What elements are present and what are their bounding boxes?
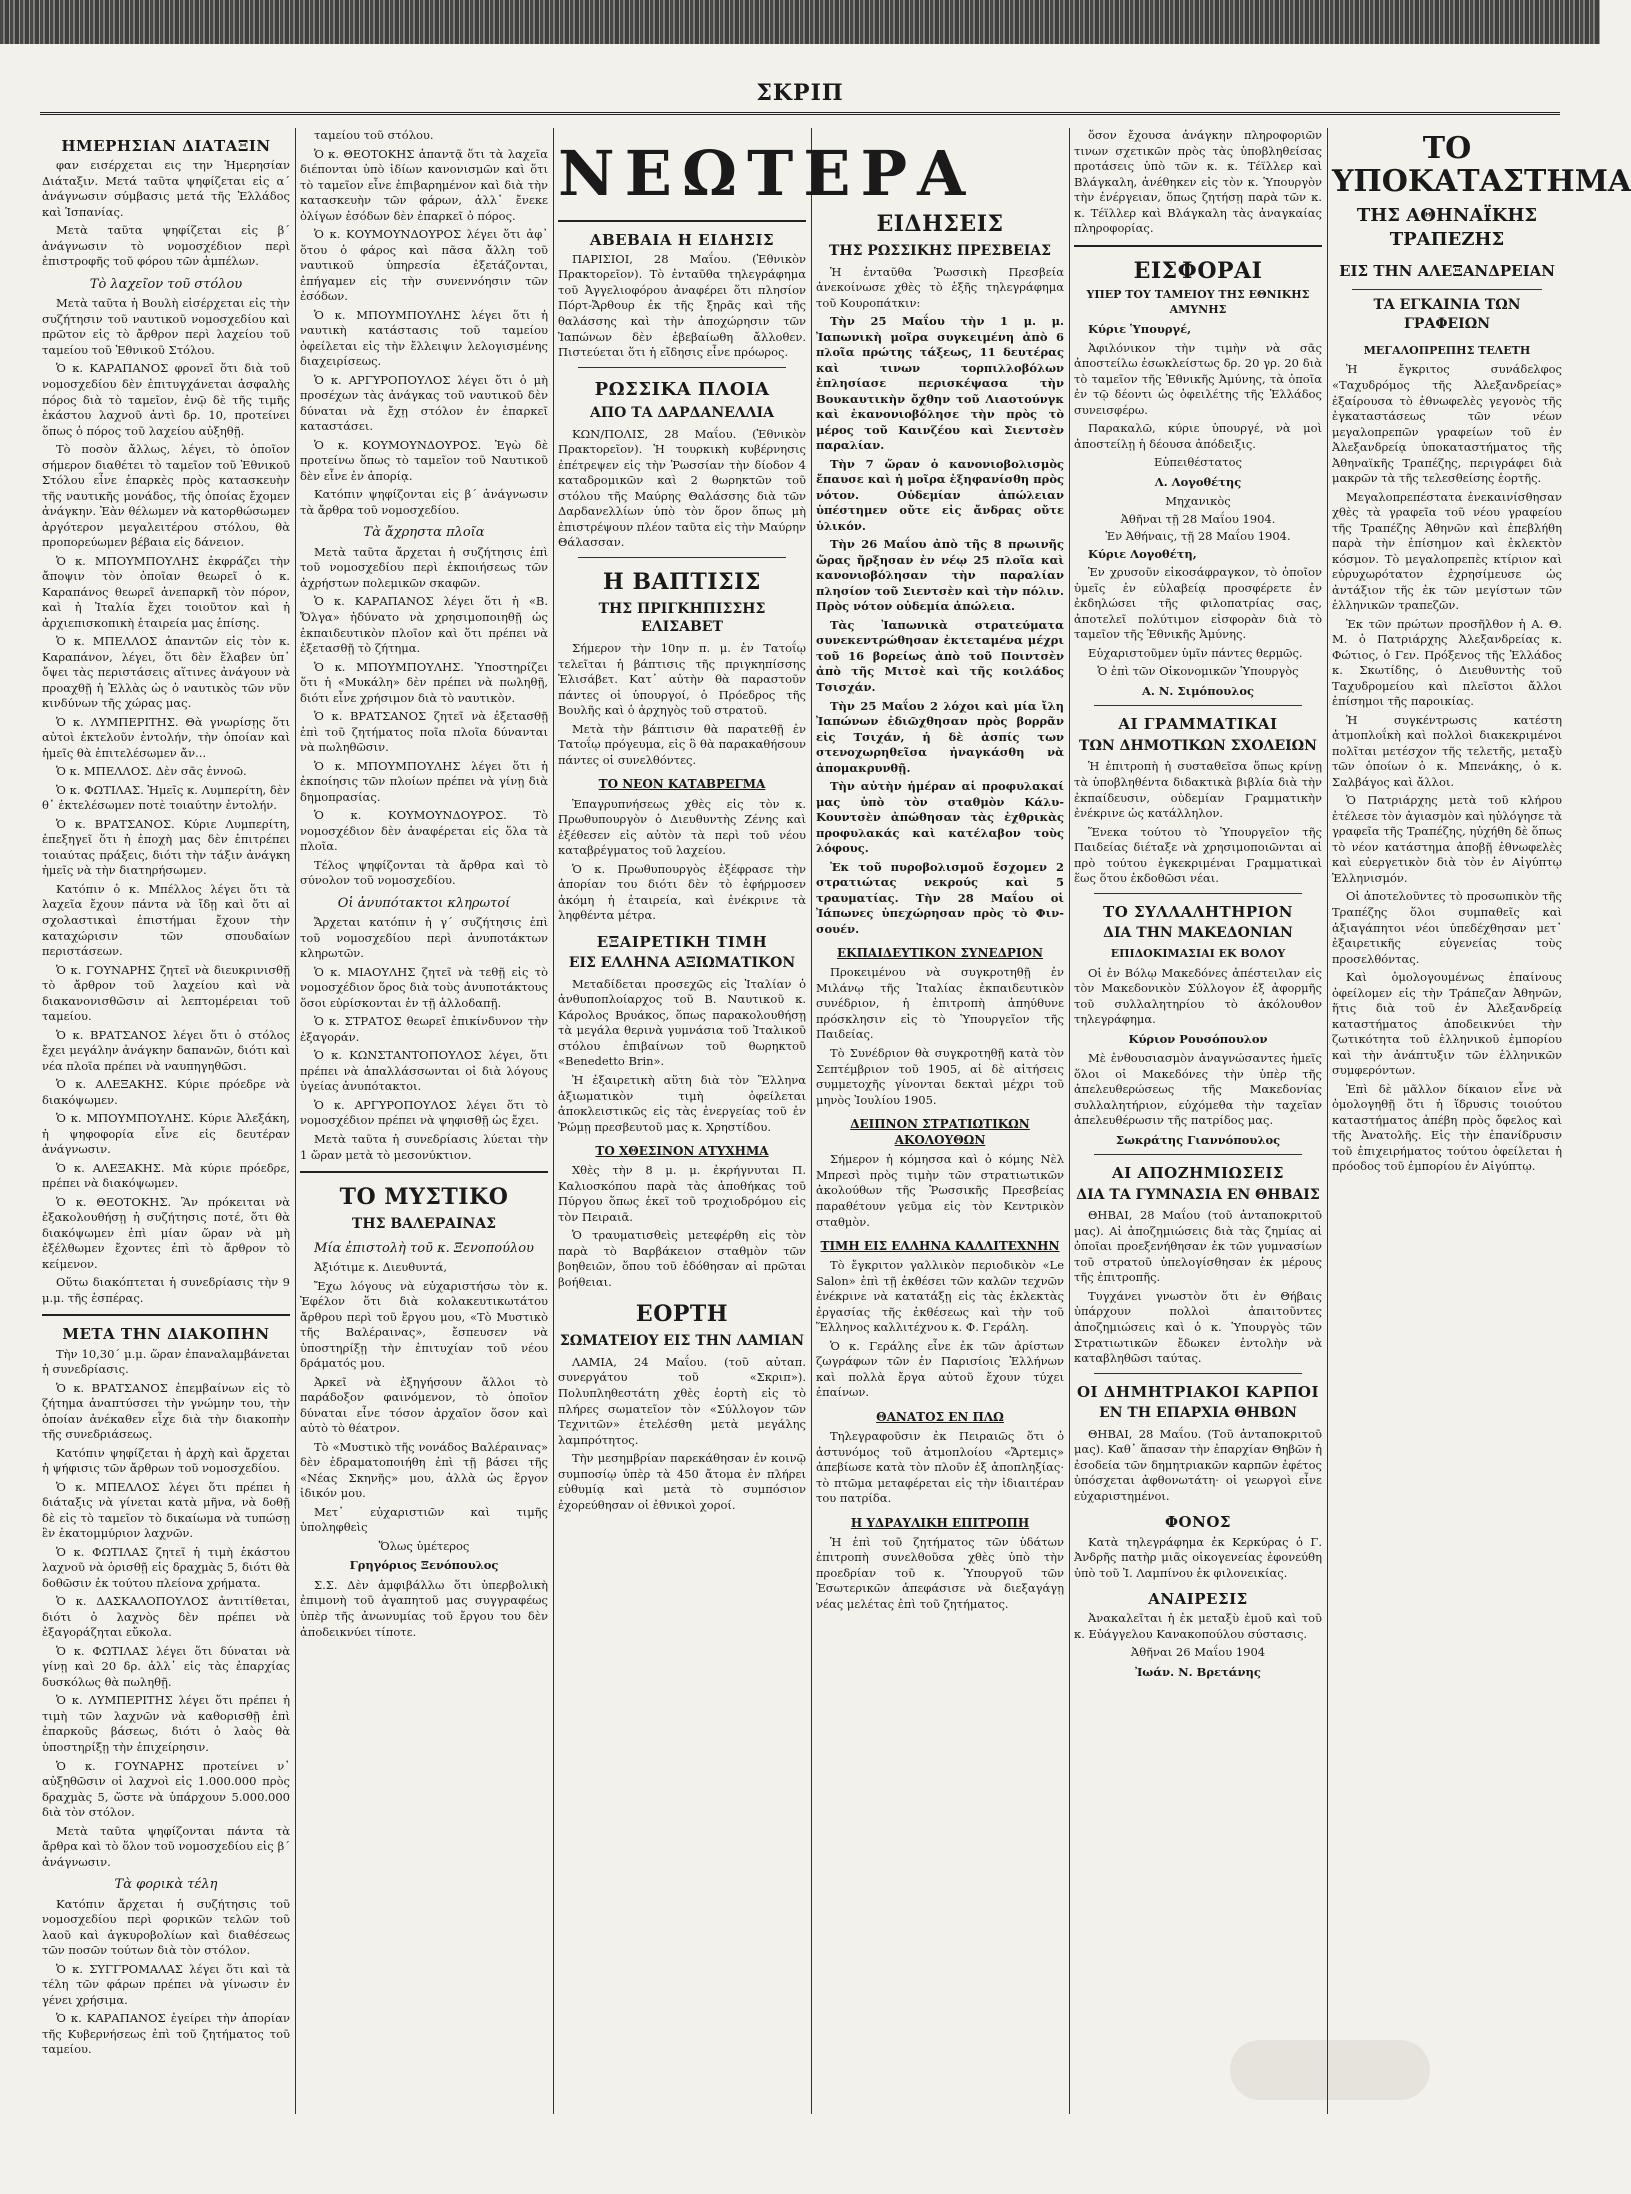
signature-name: Ἰωάν. Ν. Βρετάνης [1135,1664,1261,1679]
paragraph: Οὕτω διακόπτεται ἡ συνεδρίασις τὴν 9 μ.μ. τῆς ἑσπέρας. [42,1275,290,1305]
section-heading: ΘΑΝΑΤΟΣ ΕΝ ΠΛΩ [876,1409,1004,1424]
column-4 [816,128,1064,2124]
paragraph: Τὴν 25 Μαΐου 2 λόχοι καὶ μία ἴλη Ἰαπώνων ἐδιῶχθησαν πρὸς βορρᾶν εἰς Τσιχάν, ἡ δὲ ἀσπίς των στενοχωρηθεῖσα ἠναγκάσθη νὰ ἀπομακρυνθῇ. [816,698,1064,775]
column-separator [295,128,296,2114]
divider [1094,1154,1302,1155]
scan-edge-strip [0,0,1600,44]
section-heading: ΑΝΑΙΡΕΣΙΣ [1148,1590,1248,1609]
paragraph: ΠΑΡΙΣΙΟΙ, 28 Μαΐου. (Ἐθνικὸν Πρακτορεῖον). Τὸ ἐνταῦθα τηλεγράφημα τοῦ Ἀγγελιοφόρου ἀναφέρει ὅτι πλησίον Πόρτ-Ἄρθουρ ἐκ τῆς ξηρᾶς καὶ τῆς θαλάσσης καὶ τὴν ἀποχώρησιν τῶν Ἰαπώνων δὲν ἐβεβαίωθη ἄλλοθεν. Πιστεύεται ὅτι ἡ εἴδησις εἶνε πρόωρος. [558,251,806,360]
paragraph: Τὰς Ἰαπωνικὰ στρατεύματα συνεκεντρώθησαν ἐκτεταμένα μέχρι τοῦ 16 βορείως ἀπὸ τοῦ Ποιντσὲν ἀπὸ τῆς Μιτσὲ καὶ τῆς κοιλάδος Τσισχάν. [816,617,1064,694]
paragraph: ΛΑΜΙΑ, 24 Μαΐου. (τοῦ αὐταπ. συνεργάτου τοῦ «Σκριπ»). Πολυπληθεστάτη χθὲς ἑορτὴ εἰς τὸ πλήρες σωματεῖον τὸν «Σύλλογον τῶν Τεχνιτῶν» ἐτελέσθη μετὰ μεγάλης λαμπρότητος. [558,1354,806,1447]
paragraph: ΚΩΝ/ΠΟΛΙΣ, 28 Μαΐου. (Ἐθνικὸν Πρακτορεῖον). Ἡ τουρκικὴ κυβέρνησις ἐπέτρεψεν εἰς τὴν Ῥωσσίαν τὴν δίοδον 4 καταδρομικῶν καὶ 2 θωρηκτῶν τοῦ στόλου τῆς Μαύρης Θαλάσσης διὰ τῶν Δαρδανελλίων ὑπὸ τὸν ὅρον ὅπως μὴ ἐπιστρέψουν πλέον ταῦτα εἰς τὴν Μαύρην Θάλασσαν. [558,426,806,550]
paragraph: ταμείου τοῦ στόλου. [314,128,434,142]
paragraph: Καὶ ὁμολογουμένως ἐπαίνους ὀφείλομεν εἰς τὴν Τράπεζαν Ἀθηνῶν, ἥτις διὰ τοῦ ἐν Ἀλεξανδρείᾳ καταστήματος ἀποδεικνύει τὴν ζωτικότητα τοῦ ἑλληνικοῦ ἐμπορίου καὶ τὴν ἀνάπτυξιν τῶν ἑλληνικῶν συμφερόντων. [1332,970,1562,1078]
section-heading: ΦΟΝΟΣ [1164,1513,1231,1532]
divider [300,1171,548,1173]
signature-title: Μηχανικὸς [1165,494,1231,509]
section-heading: ΑΒΕΒΑΙΑ Η ΕΙΔΗΣΙΣ [589,230,775,249]
article-subheadline: ΥΠΕΡ ΤΟΥ ΤΑΜΕΙΟΥ ΤΗΣ ΕΘΝΙΚΗΣ ΑΜΥΝΗΣ [1086,288,1310,317]
section-heading: Τὰ ἄχρηστα πλοῖα [363,525,485,541]
article-headline: ΤΟ ΣΥΛΛΑΛΗΤΗΡΙΟΝ [1103,902,1293,921]
article-headline: Η ΒΑΠΤΙΣΙΣ [603,568,761,595]
paragraph: Ὁ κ. ΣΥΓΓΡΟΜΑΛΑΣ λέγει ὅτι καὶ τὰ τέλη τῶν φάρων πρέπει νὰ γίνωσιν ἐν γένει χρήσιμα. [42,1961,290,2007]
paragraph: Κατόπιν ψηφίζεται ἡ ἀρχὴ καὶ ἄρχεται ἡ ψήφισις τῶν ἄρθρων τοῦ νομοσχεδίου. [42,1445,290,1476]
paragraph: Τὸ ποσὸν ἄλλως, λέγει, τὸ ὁποῖον σήμερον διαθέτει τὸ ταμεῖον τοῦ Ἐθνικοῦ Στόλου εἶνε ἐπαρκὲς πρὸς κατασκευὴν τῆς ναυτικῆς μονάδος, τῆς ὁποίας ἔχομεν ἀνάγκην. Ἐὰν θέλωμεν νὰ κατορθώσωμεν ἀργότερον μεγαλειτέρου στόλου, θὰ προπορεύωμεν βέβαια εἰς δάνειον. [42,442,290,550]
article-subheadline: ΕΙΣ ΤΗΝ ΑΛΕΞΑΝΔΡΕΙΑΝ [1339,261,1555,280]
column-1 [42,128,290,2124]
signature-name: Σωκράτης Γιαννόπουλος [1115,1132,1281,1147]
article-headline: ΟΙ ΔΗΜΗΤΡΙΑΚΟΙ ΚΑΡΠΟΙ [1076,1382,1320,1401]
paragraph: Ὁ κ. ΘΕΟΤΟΚΗΣ. Ἂν πρόκειται νὰ ἐξακολουθήσῃ ἡ συζήτησις ποτέ, ὅτι θὰ διακόψωμεν ἐπὶ μίαν ὥραν νὰ μὴ ἐξέλθωμεν ἔχοντες ἐπὶ τὸ ἄρθρον τὸ κείμενον. [42,1194,290,1271]
paragraph: Ἡ ἐξαιρετικὴ αὕτη διὰ τὸν Ἕλληνα ἀξιωματικὸν τιμὴ ὀφείλεται ἀποκλειστικῶς εἰς τὰς ἐνεργείας τοῦ ἐν Ῥώμῃ πρεσβευτοῦ μας κ. Χρηστίδου. [558,1073,806,1134]
divider [1094,705,1302,706]
paragraph: Προκειμένου νὰ συγκροτηθῇ ἐν Μιλάνῳ τῆς Ἰταλίας ἐκπαιδευτικὸν συνέδριον, ἡ ἐπιτροπὴ ἀπηύθυνε πρόσκλησιν εἰς τὸ Ὑπουργεῖον τῆς Παιδείας. [816,965,1064,1042]
section-heading: ΔΕΙΠΝΟΝ ΣΤΡΑΤΙΩΤΙΚΩΝ ΑΚΟΛΟΥΘΩΝ [850,1117,1030,1148]
article-subheadline: ΔΙΑ ΤΗΝ ΜΑΚΕΔΟΝΙΑΝ [1103,924,1293,941]
paragraph: Ἀρκεῖ νὰ ἐξηγήσουν ἄλλοι τὸ παράδοξον φαινόμενον, τὸ ὁποῖον δύναται εἶνε τόσον ἀρχαῖον ὅσον καὶ αὐτὸ τὸ θέατρον. [300,1374,548,1436]
paragraph: Ὁ κ. ΓΟΥΝΑΡΗΣ ζητεῖ νὰ διευκρινισθῇ τὸ ἄρθρον τοῦ λαχείου καὶ νὰ διακανονισθῶσιν αἱ λεπτομέρειαι τοῦ ταμείου. [42,962,290,1024]
paragraph: Ὁ κ. ΔΑΣΚΑΛΟΠΟΥΛΟΣ ἀντιτίθεται, διότι ὁ λαχνὸς δὲν πρέπει νὰ ἐξαγοράζηται εὔκολα. [42,1594,290,1640]
paragraph: Ὁ κ. ΑΛΕΞΑΚΗΣ. Κύριε πρόεδρε νὰ διακόψωμεν. [42,1077,290,1107]
article-subheadline: ΣΩΜΑΤΕΙΟΥ ΕΙΣ ΤΗΝ ΛΑΜΙΑΝ [559,1333,805,1350]
paragraph: Ὁ κ. ΘΕΟΤΟΚΗΣ ἀπαντᾷ ὅτι τὰ λαχεῖα διέπονται ὑπὸ ἰδίων κανονισμῶν καὶ ὅτι τὸ ταμεῖον εἶνε ἐπιβαρημένον καὶ διὰ τὴν κατασκευὴν τῶν φάρων, ἀλλ᾽ ἔνεκε ὀλίγων ἐσόδων δὲν ἐπαρκεῖ ὁ πόρος. [300,146,548,223]
paragraph: Ὁ κ. ΛΥΜΠΕΡΙΤΗΣ λέγει ὅτι πρέπει ἡ τιμὴ τῶν λαχνῶν νὰ καθορισθῇ ἐπὶ ἐπαρκοῦς βάσεως, διότι ὁ λαὸς θὰ ὑποστηρίξῃ τὴν ἐπιχείρησιν. [42,1693,290,1754]
paragraph: Ὁ κ. ΚΟΥΜΟΥΝΔΟΥΡΟΣ. Ἐγὼ δὲ προτείνω ὅπως τὸ ταμεῖον τοῦ Ναυτικοῦ δὲν εἶνε ἐν ἀπορίᾳ. [300,437,548,483]
column-separator [811,128,812,2114]
signature-closing: Εὐπειθέστατος [1154,455,1242,470]
section-heading: Τὰ φορικὰ τέλη [114,1877,218,1893]
paragraph: Οἱ ἐν Βόλῳ Μακεδόνες ἀπέστειλαν εἰς τὸν Μακεδονικὸν Σύλλογον ἐξ ἀφορμῆς τοῦ συλλαλητηρίου τὸ ἀκόλουθον τηλεγράφημα. [1074,965,1322,1027]
signature-name: Λ. Λογοθέτης [1154,474,1242,489]
divider [1094,893,1302,894]
paragraph: Τὸ «Μυστικὸ τῆς νονάδος Βαλέραινας» δὲν ἐδραματοποιήθη ἐπὶ τῇ βάσει τῆς «Νέας Σκηνῆς» μου, ἀλλὰ ὡς ἔργον ἰδικόν μου. [300,1439,548,1501]
article-subheadline: ΕΝ ΤΗ ΕΠΑΡΧΙΑ ΘΗΒΩΝ [1099,1404,1297,1421]
paragraph: Μὲ ἐνθουσιασμὸν ἀναγνώσαντες ἡμεῖς ὅλοι οἱ Μακεδόνες τὴν ὑπὲρ τῆς ἀπελευθερώσεως τῆς Μακεδονίας συλλαλητήριον, εὐχόμεθα τὴν ταχεῖαν ἀπελευθέρωσιν τῆς πατρίδος μας. [1074,1051,1322,1128]
paragraph: Ὁ κ. ΒΡΑΤΣΑΝΟΣ. Κύριε Λυμπερίτη, ἐπεξηγεῖ ὅτι ἡ ἐποχὴ μας δὲν ἐπιτρέπει τοιαύτας πράξεις, διότι τὴν τάξιν ἀνάγκη ἡμεῖς νὰ τὴν διατηρήσωμεν. [42,816,290,878]
paragraph: Τὴν 7 ὥραν ὁ κανονιοβολισμὸς ἔπαυσε καὶ ἡ μοῖρα ἐξηφανίσθη πρὸς νότον. Οὐδεμίαν ἀπώλειαν ὑπέστημεν οὔτε εἰς ἄνδρας οὔτε ὑλικόν. [816,456,1064,533]
article-subheadline: ΤΗΣ ΡΩΣΣΙΚΗΣ ΠΡΕΣΒΕΙΑΣ [828,242,1052,259]
article-subheadline: ΤΗΣ ΑΘΗΝΑΪΚΗΣ ΤΡΑΠΕΖΗΣ [1356,205,1538,251]
signature-title: Ὁ ἐπὶ τῶν Οἰκονομικῶν Ὑπουργὸς [1097,664,1299,679]
paragraph: Τέλος ψηφίζονται τὰ ἄρθρα καὶ τὸ σύνολον τοῦ νομοσχεδίου. [300,857,548,888]
paragraph: Ὁ κ. ΜΠΕΛΛΟΣ λέγει ὅτι πρέπει ἡ διάταξις νὰ γίνεται κατὰ μῆνα, νὰ δοθῇ δὲ εἰς τὸ ταμεῖον τὸ δικαίωμα νὰ τυπώσῃ ἓν ἑκατομμύριον λαχνῶν. [42,1479,290,1541]
article-headline: ΕΙΔΗΣΕΙΣ [876,211,1004,237]
section-heading: ΤΟ ΧΘΕΣΙΝΟΝ ΑΤΥΧΗΜΑ [595,1144,769,1159]
notice-date: Ἀθῆναι 26 Μαΐου 1904 [1130,1645,1266,1660]
paragraph: Ὁ κ. ΦΩΤΙΛΑΣ. Ἡμεῖς κ. Λυμπερίτη, δὲν θ᾽ ἐκτελέσωμεν ποτὲ τοιαύτην ἐντολήν. [42,782,290,813]
article-headline: ΤΟ ΜΥΣΤΙΚΟ [339,1184,509,1211]
paragraph: Εὐχαριστοῦμεν ὑμῖν πάντες θερμῶς. [1088,645,1303,660]
paragraph: Ὁ κ. ΜΠΟΥΜΠΟΥΛΗΣ. Κύριε Ἀλεξάκη, ἡ ψηφοφορία εἶνε εἰς δευτέραν ἀνάγνωσιν. [42,1111,290,1157]
paragraph: Τὸ Συνέδριον θὰ συγκροτηθῇ κατὰ τὸν Σεπτέμβριον τοῦ 1905, αἱ δὲ αἰτήσεις συμμετοχῆς γίνονται δεκταὶ μέχρι τοῦ μηνὸς Ἰουλίου 1905. [816,1046,1064,1107]
neotera-title: ΝΕΩΤΕΡΑ [558,128,806,222]
paragraph: Κατόπιν ἄρχεται ἡ συζήτησις τοῦ νομοσχεδίου περὶ φορικῶν τελῶν τοῦ λαοῦ καὶ ἀγκυροβολίων καὶ διαθέσεως τῶν ποσῶν τούτων διὰ τὸν στόλον. [42,1896,290,1958]
paragraph: Ὁ κ. ΚΑΡΑΠΑΝΟΣ λέγει ὅτι ἡ «Β. Ὄλγα» ἠδύνατο νὰ χρησιμοποιηθῇ ὡς ἐκπαιδευτικὸν πλοῖον καὶ ὅτι πρέπει νὰ ἐξετασθῇ τὸ ζήτημα. [300,594,548,656]
article-subheadline: ΤΗΣ ΒΑΛΕΡΑΙΝΑΣ [351,1215,497,1232]
paragraph: ΘΗΒΑΙ, 28 Μαΐου (τοῦ ἀνταποκριτοῦ μας). Αἱ ἀποζημιώσεις διὰ τὰς ζημίας αἱ ὁποῖαι προεξενήθησαν ἐκ τῶν γυμνασίων τοῦ στρατοῦ ὑπελογίσθησαν ἐκ μέρους τῆς ἐπιτροπῆς. [1074,1208,1322,1285]
paragraph: φαν εισέρχεται εις την Ἡμερησίαν Διάταξιν. Μετά ταῦτα ψηφίζεται εἰς α΄ ἀνάγνωσιν σύμβασις μετά τῆς Ἑλλάδος καὶ Ἱσπανίας. [42,158,290,219]
paragraph: Παρακαλῶ, κύριε ὑπουργέ, νὰ μοὶ ἀποστείλῃ ἡ δέουσα ἀπόδειξις. [1074,421,1322,451]
paragraph: Τυγχάνει γνωστὸν ὅτι ἐν Θήβαις ὑπάρχουν πολλοὶ ἀπαιτοῦντες ἀποζημιώσεις καὶ ὁ κ. Ὑπουργὸς τῶν Στρατιωτικῶν ἔδωκεν ἐντολὴν νὰ καταβληθῶσι ταύτας. [1074,1288,1322,1366]
article-kicker: ΤΑ ΕΓΚΑΙΝΙΑ ΤΩΝ ΓΡΑΦΕΙΩΝ [1373,296,1521,332]
divider [42,1314,290,1316]
divider [1074,245,1322,247]
paragraph: Ἡ ἔγκριτος συνάδελφος «Ταχυδρόμος τῆς Ἀλεξανδρείας» ἐξαίρουσα τὸ ἐθνωφελὲς γεγονὸς τῆς ἐγκαταστάσεως τῶν νέων μεγαλοπρεπῶν γραφείων τοῦ ἐν Ἀλεξανδρείᾳ ὑποκαταστήματος τῆς Ἀθηναϊκῆς Τραπέζης, περιγράφει διὰ μακρῶν τὰ τῆς τελεσθείσης ἑορτῆς. [1332,362,1562,486]
paragraph: Ἐκ τοῦ πυροβολισμοῦ ἔσχομεν 2 στρατιώτας νεκρούς καὶ 5 τραυματίας. Τὴν 28 Μαΐου οἱ Ἰάπωνες ὑπεχώρησαν πρὸς τὸ Φιν-σουέν. [816,859,1064,936]
section-heading: ΤΟ ΝΕΟΝ ΚΑΤΑΒΡΕΓΜΑ [598,777,766,792]
article-headline: ΑΙ ΓΡΑΜΜΑΤΙΚΑΙ [1118,715,1278,734]
paragraph: Τὴν 25 Μαΐου τὴν 1 μ. μ. Ἰαπωνικὴ μοῖρα συγκειμένη ἀπὸ 6 πλοῖα πρώτης τάξεως, 11 δευτέρας καὶ τινων τορπιλλοβόλων ἐπλησίασε περισκέψασα τὴν Βουκαυτικὴν ὄχθην τοῦ Λιαοτούνγκ καὶ ἐκανονιοβόλησε τὴν πρὸς τὸ μέρος τοῦ Καινζέου καὶ Σιεντσὲν παραλίαν. [816,314,1064,453]
column-6 [1332,128,1631,2124]
section-heading: Η ΥΔΡΑΥΛΙΚΗ ΕΠΙΤΡΟΠΗ [850,1515,1030,1530]
paragraph: Κύριε Λογοθέτη, [1088,546,1197,561]
paragraph: Χθὲς τὴν 8 μ. μ. ἐκρήγνυται Π. Καλιοσκόπου παρὰ τὰς ἀποθήκας τοῦ Πύργου ὅπως ἐκεῖ τοῦ τροχιοδρόμου εἰς τὸν Πειραιᾶ. [558,1163,806,1224]
paragraph: Σήμερον ἡ κόμησσα καὶ ὁ κόμης Νὲλ Μπρεσὶ πρὸς τιμὴν τῶν στρατιωτικῶν ἀκολούθων τῆς Ῥωσσικῆς Πρεσβείας παραθέτουν γεῦμα εἰς τὸν Κεντρικὸν σταθμὸν. [816,1152,1064,1229]
divider [1352,289,1542,290]
masthead-rule [40,112,1560,115]
paragraph: Ὁ κ. ΦΩΤΙΛΑΣ λέγει ὅτι δύναται νὰ γίνῃ καὶ 20 δρ. ἀλλ᾽ εἰς τὰς ἐπαρχίας δυσκόλως θὰ πωληθῇ. [42,1643,290,1689]
article-headline: ΕΞΑΙΡΕΤΙΚΗ ΤΙΜΗ [596,932,768,951]
paragraph: Ὁ κ. ΜΙΑΟΥΛΗΣ ζητεῖ νὰ τεθῇ εἰς τὸ νομοσχέδιον ὅρος διὰ τοὺς ἀνυποτάκτους ὅσοι εὑρίσκονται ἐν τῇ ἀλλοδαπῇ. [300,964,548,1010]
paragraph: Ἡ ἐνταῦθα Ῥωσσικὴ Πρεσβεία ἀνεκοίνωσε χθὲς τὸ ἑξῆς τηλεγράφημα τοῦ Κουροπάτκιν: [816,264,1064,310]
paragraph: Τὴν αὐτὴν ἡμέραν αἱ προφυλακαί μας ὑπὸ τὸν σταθμὸν Κάλυ-Κουντσὲν ἀπώθησαν τὰς ἐχθρικὰς προφυλακάς καὶ κατέλαβον τοὺς λόφους. [816,779,1064,856]
column-5 [1074,128,1322,2124]
paragraph: Ὁ κ. ΜΠΕΛΛΟΣ ἀπαντῶν εἰς τὸν κ. Καραπάνον, λέγει, ὅτι δὲν ἔλαβεν ὑπ᾽ ὄψει τὰς περιστάσεις αἵτινες ἀνάγουν νὰ προαχθῇ ἡ Ἑλλὰς ὡς ὁ ναυτικὸς τῶν νῦν κινδύνων τῆς χώρας μας. [42,634,290,711]
article-subheadline: ΤΗΣ ΠΡΙΓΚΗΠΙΣΣΗΣ ΕΛΙΣΑΒΕΤ [598,600,766,636]
section-heading: Οἱ ἀνυπότακτοι κληρωτοί [337,895,511,911]
paragraph: Ὁ κ. ΚΑΡΑΠΑΝΟΣ φρονεῖ ὅτι διὰ τοῦ νομοσχεδίου δὲν ἐπιτυγχάνεται ἀσφαλὴς πόρος διὰ τὸ ταμεῖον, ἐνῷ δὲ τῆς τιμῆς ἑκάστου λαχνοῦ ἀντὶ δρ. 10, προτείνει ὅπως ὁ πόρος τοῦ λαχείου αὐξηθῇ. [42,361,290,438]
paragraph: Κατόπιν ψηφίζονται εἰς β΄ ἀνάγνωσιν τὰ ἄρθρα τοῦ νομοσχεδίου. [300,487,548,517]
paragraph: Μετὰ τὴν βάπτισιν θὰ παρατεθῇ ἐν Τατοΐῳ πρόγευμα, εἰς ὃ θὰ παρακαθήσουν πάντες οἱ συνελθόντες. [558,721,806,767]
paragraph: Ὁ κ. ΒΡΑΤΣΑΝΟΣ ζητεῖ νὰ ἐξετασθῇ ἐπὶ τοῦ ζητήματος ποῖα πλοῖα δύνανται νὰ πωληθῶσιν. [300,709,548,755]
section-heading: ΕΚΠΑΙΔΕΥΤΙΚΟΝ ΣΥΝΕΔΡΙΟΝ [837,946,1043,961]
paragraph: Ὁ κ. ΜΠΟΥΜΠΟΥΛΗΣ λέγει ὅτι ἡ ναυτικὴ κατάστασις τοῦ ταμείου ὀφείλεται εἰς τὴν ἔλλειψιν λελογισμένης διαχειρίσεως. [300,307,548,369]
paragraph: Ἐπὶ δὲ μᾶλλον δίκαιον εἶνε νὰ ὁμολογηθῇ ὅτι ἡ ἵδρυσις τοιούτου καταστήματος ἀπέβη πρὸς ὄφελος καὶ τῆς Ἀνατολῆς. Εἰς τὴν ἐπανίδρυσιν τοῦ ἐπιχειρήματος τούτου ὀφείλεται ἡ πρόοδος τοῦ ἐμπορίου ἐν Αἰγύπτῳ. [1332,1081,1562,1174]
paragraph: Ἡ ἐπιτροπὴ ἡ συσταθεῖσα ὅπως κρίνῃ τὰ ὑποβληθέντα διδακτικὰ βιβλία διὰ τὴν ἐκπαίδευσιν, οὐδεμίαν Γραμματικὴν ἐνέκρινε ὡς κατάλληλον. [1074,759,1322,821]
paragraph: Ἡ ἐπὶ τοῦ ζητήματος τῶν ὑδάτων ἐπιτροπὴ συνελθοῦσα χθὲς ὑπὸ τὴν προεδρίαν τοῦ κ. Ὑπουργοῦ τῶν Ἐσωτερικῶν ἀπεφάσισε νὰ διεξαγάγῃ νέας μελέτας ἐπὶ τοῦ ζητήματος. [816,1534,1064,1611]
paragraph: Ὁ κ. ΜΠΟΥΜΠΟΥΛΗΣ. Ὑποστηρίζει ὅτι ἡ «Μυκάλη» δὲν πρέπει νὰ πωληθῇ, διότι εἶνε χρήσιμον διὰ τὸ ναυτικὸν. [300,659,548,705]
paragraph: Ὁ κ. ΓΟΥΝΑΡΗΣ προτείνει ν᾽ αὐξηθῶσιν οἱ λαχνοὶ εἰς 1.000.000 πρὸς δραχμὰς 5, ὥστε νὰ ὑπάρχουν 5.000.000 διὰ τὸν στόλον. [42,1758,290,1820]
paragraph: Τηλεγραφοῦσιν ἐκ Πειραιῶς ὅτι ὁ ἀστυνόμος τοῦ ἀτμοπλοίου «Ἄρτεμις» ἀπεβίωσε κατὰ τὸν πλοῦν ἐξ ἀποπληξίας· τὸ πτῶμα μεταφέρεται εἰς τὴν ἰδιαιτέραν του πατρίδα. [816,1429,1064,1506]
paragraph: Ἐπαγρυπνήσεως χθὲς εἰς τὸν κ. Πρωθυπουργὸν ὁ Διευθυντὴς Ζένης καὶ ἐξέθεσεν εἰς αὐτὸν τὰ περὶ τοῦ νέου καταβρέγματος τοῦ λαχείου. [558,796,806,858]
signature-closing: Ὅλως ὑμέτερος [378,1538,470,1553]
paragraph: Μετ᾽ εὐχαριστιῶν καὶ τιμῆς ὑποληφθεὶς [300,1504,548,1535]
article-subheadline: ΔΙΑ ΤΑ ΓΥΜΝΑΣΙΑ ΕΝ ΘΗΒΑΙΣ [1076,1186,1320,1203]
article-kicker: Μία ἐπιστολὴ τοῦ κ. Ξενοπούλου [314,1240,534,1256]
paragraph: Μεταδίδεται προσεχῶς εἰς Ἰταλίαν ὁ ἀνθυποπλοίαρχος τοῦ Β. Ναυτικοῦ κ. Κάρολος Βρυάκος, ὅπως παρακολουθήσῃ τὰ μεγάλα θερινὰ γυμνάσια τοῦ Ἰταλικοῦ στόλου ἐπιβαίνων τοῦ θωρηκτοῦ «Benedetto Brin». [558,976,806,1069]
paragraph: Ἄρχεται κατόπιν ἡ γ΄ συζήτησις ἐπὶ τοῦ νομοσχεδίου περὶ ἀνυποτάκτων κληρωτῶν. [300,915,548,961]
paragraph: Ὁ κ. ΚΩΝΣΤΑΝΤΟΠΟΥΛΟΣ λέγει, ὅτι πρέπει νὰ ἀπαλλάσσωνται οἱ διὰ λόγους ὑγείας ἀνυπότακτοι. [300,1048,548,1094]
paragraph: Ὁ κ. ΚΑΡΑΠΑΝΟΣ ἐγείρει τὴν ἀπορίαν τῆς Κυβερνήσεως ἐπὶ τοῦ ζητήματος τοῦ ταμείου. [42,2011,290,2057]
column-separator [1327,128,1328,2114]
section-heading: ΗΜΕΡΗΣΙΑΝ ΔΙΑΤΑΞΙΝ [61,137,271,155]
paragraph: ὅσον ἔχουσα ἀνάγκην πληροφοριῶν τινων σχετικῶν πρὸς τὰς ὑποβληθείσας προτάσεις ὑπὸ τῶν κ. κ. Τέϊλλερ καὶ Βλάγκαλη, ἀνέθηκεν εἰς τὸν κ. Ὑπουργὸν τὴν ἐνέργειαν, ὅπως ζητήσῃ παρὰ τῶν κ. κ. Τέϊλλερ καὶ Βλάγκαλη τὰς ἀναγκαίας πληροφορίας. [1074,128,1322,236]
paragraph: Ἀνακαλεῖται ἡ ἐκ μεταξὺ ἐμοῦ καὶ τοῦ κ. Εὐάγγελου Κανακοπούλου σύστασις. [1074,1611,1322,1641]
section-heading: ΜΕΤΑ ΤΗΝ ΔΙΑΚΟΠΗΝ [62,1325,270,1344]
paragraph: Σήμερον τὴν 10ην π. μ. ἐν Τατοΐῳ τελεῖται ἡ βάπτισις τῆς πριγκηπίσσης Ἐλισάβετ. Κατ᾽ αὐτὴν θὰ παραστοῦν πάντες οἱ ὑπουργοί, ὁ Πρόεδρος τῆς Βουλῆς καὶ ὁ ἀρχηγὸς τοῦ στρατοῦ. [558,641,806,718]
paragraph: Ὁ κ. ΑΡΓΥΡΟΠΟΥΛΟΣ λέγει ὅτι ὁ μὴ προσέχων τὰς ἀνάγκας τοῦ ναυτικοῦ δὲν δύναται νὰ ἔχῃ στόλον ἐν ἐπαρκεῖ καταστάσει. [300,372,548,434]
paragraph: Ἀφιλόνικον τὴν τιμὴν νὰ σᾶς ἀποστείλω ἐσωκλείστως δρ. 20 γρ. 20 διὰ τὸ ταμεῖον τῆς Ἐθνικῆς Ἀμύνης, τὰ ὁποῖα ἐν τῷ δέοντι ὡς ὀφειλέτης τῆς Ἑλλάδος συνεισφέρω. [1074,340,1322,417]
paragraph: Ὁ Πατριάρχης μετὰ τοῦ κλήρου ἐτέλεσε τὸν ἁγιασμὸν καὶ ηὐλόγησε τὰ γραφεῖα τῆς Τραπέζης, ηὐχήθη δὲ ὅπως τὸ νέον κατάστημα ἀποβῇ ἐθνωφελὲς καὶ εὐεργετικὸν διὰ τὸν ἐν Αἰγύπτῳ Ἑλληνισμόν. [1332,793,1562,885]
divider [578,557,786,558]
paragraph: Τὸ ἔγκριτον γαλλικὸν περιοδικὸν «Le Salon» ἐπὶ τῇ ἐκθέσει τῶν καλῶν τεχνῶν ἐνέκρινε νὰ κατατάξῃ εἰς τὰς ἐκλεκτὰς ἐργασίας τῆς ἐκθέσεως καὶ τὴν τοῦ Ἕλληνος καλλιτέχνου κ. Φ. Γεράλη. [816,1258,1064,1335]
paragraph: Ὁ κ. ΜΠΟΥΜΠΟΥΛΗΣ ἐκφράζει τὴν ἄποψιν τὸν ὁποῖαν θεωρεῖ ὁ κ. Καραπάνος θεωρεῖ ἀνεπαρκῆ τὸν πόρον, καὶ ἡ Ἰταλία ἔχει τοιοῦτον καὶ ἡ ἀρχιεπισκοπικὴ ἑταιρεία μας ἐπίσης. [42,553,290,630]
paragraph: Τὴν μεσημβρίαν παρεκάθησαν ἐν κοινῷ συμποσίῳ ὑπὲρ τὰ 450 ἄτομα ἐν πλήρει εὐθυμίᾳ καὶ μετὰ τὸ συμπόσιον ἐχορεύθησαν οἱ ἐθνικοὶ χοροί. [558,1451,806,1512]
paragraph: Σ.Σ. Δὲν ἀμφιβάλλω ὅτι ὑπερβολικὴ ἐπιμονὴ τοῦ ἀγαπητοῦ μας συγγραφέως ὑπὲρ τῆς ἀνωνυμίας τοῦ ἔργου του δὲν ἀποδεικνύει τίποτε. [300,1577,548,1639]
paragraph: Ὁ κ. ΛΥΜΠΕΡΙΤΗΣ. Θὰ γνωρίσῃς ὅτι αὐτοὶ ἐκτελοῦν ἐντολήν, τὴν ὁποίαν καὶ ἡμεῖς θὰ ἐπιτελέσωμεν ἄν... [42,714,290,760]
paragraph: Ὁ κ. ΣΤΡΑΤΟΣ θεωρεῖ ἐπικίνδυνον τὴν ἐξαγοράν. [300,1014,548,1044]
masthead-title: ΣΚΡΙΠ [756,80,844,106]
paragraph: Μετὰ ταῦτα ἄρχεται ἡ συζήτησις ἐπὶ τοῦ νομοσχεδίου περὶ ἐκποιήσεως τῶν ἀχρήστων πολεμικῶν σκαφῶν. [300,544,548,590]
paragraph: Τὴν 10,30΄ μ.μ. ὥραν ἐπαναλαμβάνεται ἡ συνεδρίασις. [42,1346,290,1377]
paper-stain [1230,2040,1430,2100]
article-subheadline: ΤΩΝ ΔΗΜΟΤΙΚΩΝ ΣΧΟΛΕΙΩΝ [1079,737,1317,754]
letter-date: Ἐν Ἀθήναις, τῇ 28 Μαΐου 1904. [1105,529,1291,544]
article-kicker: ΜΕΓΑΛΟΠΡΕΠΗΣ ΤΕΛΕΤΗ [1363,343,1531,357]
paragraph: Ἕνεκα τούτου τὸ Ὑπουργεῖον τῆς Παιδείας διέταξε νὰ χρησιμοποιῶνται αἱ πρὸ τούτου ἐγκεκριμέναι Γραμματικαὶ ἕως ὅτου ἐκδοθῶσι νέαι. [1074,824,1322,886]
section-heading: ΤΙΜΗ ΕΙΣ ΕΛΛΗΝΑ ΚΑΛΛΙΤΕΧΝΗΝ [820,1239,1060,1254]
paragraph: Ὁ κ. ΑΛΕΞΑΚΗΣ. Μὰ κύριε πρόεδρε, πρέπει νὰ διακόψωμεν. [42,1160,290,1191]
paragraph: Ἀξιότιμε κ. Διευθυντά, [314,1260,447,1275]
article-headline: ΤΟ ΥΠΟΚΑΤΑΣΤΗΜΑ [1332,131,1631,199]
paragraph: Ὁ τραυματισθεὶς μετεφέρθη εἰς τὸν παρὰ τὸ Βαρβάκειον σταθμὸν τῶν βοηθειῶν, ὅπου τοῦ ἐδόθησαν αἱ πρῶται βοήθειαι. [558,1228,806,1289]
divider [578,367,786,368]
article-headline: ΕΙΣΦΟΡΑΙ [1133,257,1263,284]
paragraph: Μετὰ ταῦτα ἡ συνεδρίασις λύεται τὴν 1 ὥραν μετὰ τὸ μεσονύκτιον. [300,1132,548,1162]
paragraph: Μεγαλοπρεπέστατα ἐνεκαινίσθησαν χθὲς τὰ γραφεῖα τοῦ νέου γραφείου τῆς Τραπέζης Ἀθηνῶν καὶ ἐπεβλήθη παρὰ τὴν ἐπίσημον καὶ ἐκλεκτὸν κόσμον. Τὸ μεγαλοπρεπὲς κτίριον καὶ εὐρυχωρότατον ἐχρησίμευσε ὡς ἀντάξιον τῆς ἐκ τῶν μεγίστων τῶν ἑλληνικῶν τραπεζῶν. [1332,489,1562,613]
paragraph: Οἱ ἀποτελοῦντες τὸ προσωπικὸν τῆς Τραπέζης ὅλοι συμπαθεῖς καὶ ἀξιαγάπητοι νέοι ὑπεδέχθησαν μετ᾽ ἐξαιρετικῆς εὐγενείας τοὺς προσελθόντας. [1332,889,1562,966]
article-headline: ΡΩΣΣΙΚΑ ΠΛΟΙΑ [594,378,770,400]
column-separator [1069,128,1070,2114]
article-headline: ΑΙ ΑΠΟΖΗΜΙΩΣΕΙΣ [1111,1164,1284,1183]
paragraph: Μετὰ ταῦτα ψηφίζονται πάντα τὰ ἄρθρα καὶ τὸ ὅλον τοῦ νομοσχεδίου εἰς β΄ ἀνάγνωσιν. [42,1823,290,1869]
paragraph: Ἡ συγκέντρωσις κατέστη ἀτμοπλοΐκὴ καὶ πολλοὶ διακεκριμένοι πολῖται μετέσχον τῆς τελετῆς, μεταξὺ τῶν ὁποίων ὁ κ. Μπενάκης, ὁ κ. Σαλβάγος καὶ ἄλλοι. [1332,712,1562,789]
paragraph: Ὁ κ. ΑΡΓΥΡΟΠΟΥΛΟΣ λέγει ὅτι τὸ νομοσχέδιον πρέπει νὰ ψηφισθῇ ὡς ἔχει. [300,1097,548,1128]
article-subheadline: ΕΙΣ ΕΛΛΗΝΑ ΑΞΙΩΜΑΤΙΚΟΝ [568,955,796,972]
paragraph: Κατὰ τηλεγράφημα ἐκ Κερκύρας ὁ Γ. Ἀνδρῆς πατὴρ μιᾶς οἰκογενείας ἐφονεύθη ὑπὸ τοῦ Ἰ. Λαμπίνου ἐκ φιλονεικίας. [1074,1534,1322,1580]
paragraph: Ὁ κ. ΜΠΟΥΜΠΟΥΛΗΣ λέγει ὅτι ἡ ἐκποίησις τῶν πλοίων πρέπει νὰ γίνῃ διὰ δημοπρασίας. [300,758,548,804]
paragraph: Ὁ κ. ΚΟΥΜΟΥΝΔΟΥΡΟΣ λέγει ὅτι ἀφ᾽ ὅτου ὁ φάρος καὶ πᾶσα ἄλλη τοῦ ναυτικοῦ ὑπηρεσία ἐξετάζονται, ἐπήγαμεν εἰς τὴν συνεννόησιν τῶν ἐσόδων. [300,227,548,304]
paragraph: Ὁ κ. ΚΟΥΜΟΥΝΔΟΥΡΟΣ. Τὸ νομοσχέδιον δὲν ἀναφέρεται εἰς ὅλα τὰ πλοῖα. [300,808,548,854]
article-subheadline: ΑΠΟ ΤΑ ΔΑΡΔΑΝΕΛΛΙΑ [590,404,774,421]
paragraph: Ὁ κ. ΦΩΤΙΛΑΣ ζητεῖ ἡ τιμὴ ἑκάστου λαχνοῦ νὰ ὁρισθῇ εἰς δραχμὰς 5, διότι θὰ δοθῶσιν ἐκ τούτου πλείονα χρήματα. [42,1544,290,1590]
paragraph: ΘΗΒΑΙ, 28 Μαΐου. (Τοῦ ἀνταποκριτοῦ μας). Καθ᾽ ἅπασαν τὴν ἐπαρχίαν Θηβῶν ἡ ἐσοδεία τῶν δημητριακῶν καρπῶν ἐφέτος ὑπόσχεται ἀφθονωτάτη· οἱ γεωργοὶ εἶνε εὐχαριστημένοι. [1074,1426,1322,1503]
divider [1094,1373,1302,1374]
paragraph: Κατόπιν ὁ κ. Μπέλλος λέγει ὅτι τὰ λαχεῖα ἔχουν πάντα νὰ ἴδῃ καὶ ὅτι αἱ σχολαστικαὶ ἐπιστήμαι ἔχουν τὴν καταχώρισιν τῶν σπουδαίων περιστάσεων. [42,881,290,959]
article-headline: ΕΟΡΤΗ [635,1301,729,1328]
article-kicker: ΕΠΙΔΟΚΙΜΑΣΙΑΙ ΕΚ ΒΟΛΟΥ [1110,946,1286,960]
paragraph: Ὁ κ. ΒΡΑΤΣΑΝΟΣ λέγει ὅτι ὁ στόλος ἔχει μεγάλην ἀνάγκην δαπανῶν, διότι καὶ νέα πλοῖα πρέπει νὰ ναυπηγηθῶσι. [42,1027,290,1073]
signature-name: Γρηγόριος Ξενόπουλος [349,1558,499,1573]
paragraph: Κύριε Ὑπουργέ, [1088,321,1192,336]
paragraph: Ἐκ τῶν πρώτων προσῆλθον ἡ Α. Θ. Μ. ὁ Πατριάρχης Ἀλεξανδρείας κ. Φώτιος, ὁ Γεν. Πρόξενος τῆς Ἑλλάδος κ. Σκωτίδης, ὁ Διευθυντὴς τοῦ Ταχυδρομείου καὶ πλεῖστοι ἄλλοι ἐπίσημοι τῆς παροικίας. [1332,616,1562,709]
column-2 [300,128,548,2124]
paragraph: Ἐν χρυσοῦν εἰκοσάφραγκον, τὸ ὁποῖον ὑμεῖς ἐν εὐλαβείᾳ προσφέρετε ἐν ἐκδηλώσει τῆς φιλοπατρίας σας, ἀποτελεῖ πολύτιμον εἰσφορὰν διὰ τὸ ταμεῖον τῆς Ἐθνικῆς Ἀμύνης. [1074,565,1322,642]
paragraph: Ἔχω λόγους νὰ εὐχαριστήσω τὸν κ. Ἐφέλον ὅτι διὰ κολακευτικωτάτου ἄρθρου περὶ τοῦ ἔργου μου, «Τὸ Μυστικὸ τῆς Βαλέραινας», ἔσπευσεν νὰ ὑποστηρίξῃ τὴν ἐπιτυχίαν τοῦ νέου δράματός μου. [300,1278,548,1371]
paragraph: Ὁ κ. ΒΡΑΤΣΑΝΟΣ ἐπεμβαίνων εἰς τὸ ζήτημα ἀναπτύσσει τὴν γνώμην του, τὴν ὁποίαν ἀνέκαθεν εἶχε διὰ τὴν διακοπὴν τῆς συνεδριάσεως. [42,1380,290,1442]
signature-name: Α. Ν. Σιμόπουλος [1141,683,1255,698]
paragraph: Ὁ κ. ΜΠΕΛΛΟΣ. Δὲν σᾶς ἐννοῶ. [56,764,247,779]
paragraph: Μετὰ ταῦτα ἡ Βουλὴ εἰσέρχεται εἰς τὴν συζήτησιν τοῦ ναυτικοῦ νομοσχεδίου καὶ πρῶτον εἰς τὸ ἄρθρον περὶ λαχείου τοῦ ταμείου τοῦ Ἐθνικοῦ Στόλου. [42,296,290,357]
paragraph: Μετὰ ταῦτα ψηφίζεται εἰς β΄ ἀνάγνωσιν τὸ νομοσχέδιον περὶ ἐπιστροφῆς τοῦ φόρου τῶν ἀμπέλων. [42,223,290,269]
paragraph: Κύριον Ρουσόπουλον [1128,1031,1268,1046]
paragraph: Ὁ κ. Γεράλης εἶνε ἐκ τῶν ἀρίστων ζωγράφων τῶν ἐν Παρισίοις Ἑλλήνων καὶ πολλὰ ἔργα αὐτοῦ ἔχουν τύχει ἐπαίνων. [816,1338,1064,1400]
paragraph: Τὴν 26 Μαΐου ἀπὸ τῆς 8 πρωινῆς ὥρας ἤρξησαν ἐν νέῳ 25 πλοῖα καὶ κανονιοβόλησαν τὴν παραλίαν πλησίον τοῦ Σιεντσὲν καὶ τὴν πόλιν. Πρὸς νότον οὐδεμία ἀπώλεια. [816,537,1064,614]
paragraph: Ὁ κ. Πρωθυπουργὸς ἐξέφρασε τὴν ἀπορίαν του διότι δὲν τὸ ἐφήρμοσεν ἀκόμη ἡ ἐταιρεία, καὶ ἐνέκρινε τὰ ληφθέντα μέτρα. [558,861,806,923]
section-heading: Τὸ λαχεῖον τοῦ στόλου [89,276,243,292]
letter-date: Ἀθῆναι τῇ 28 Μαΐου 1904. [1120,511,1276,526]
column-separator [553,128,554,2114]
